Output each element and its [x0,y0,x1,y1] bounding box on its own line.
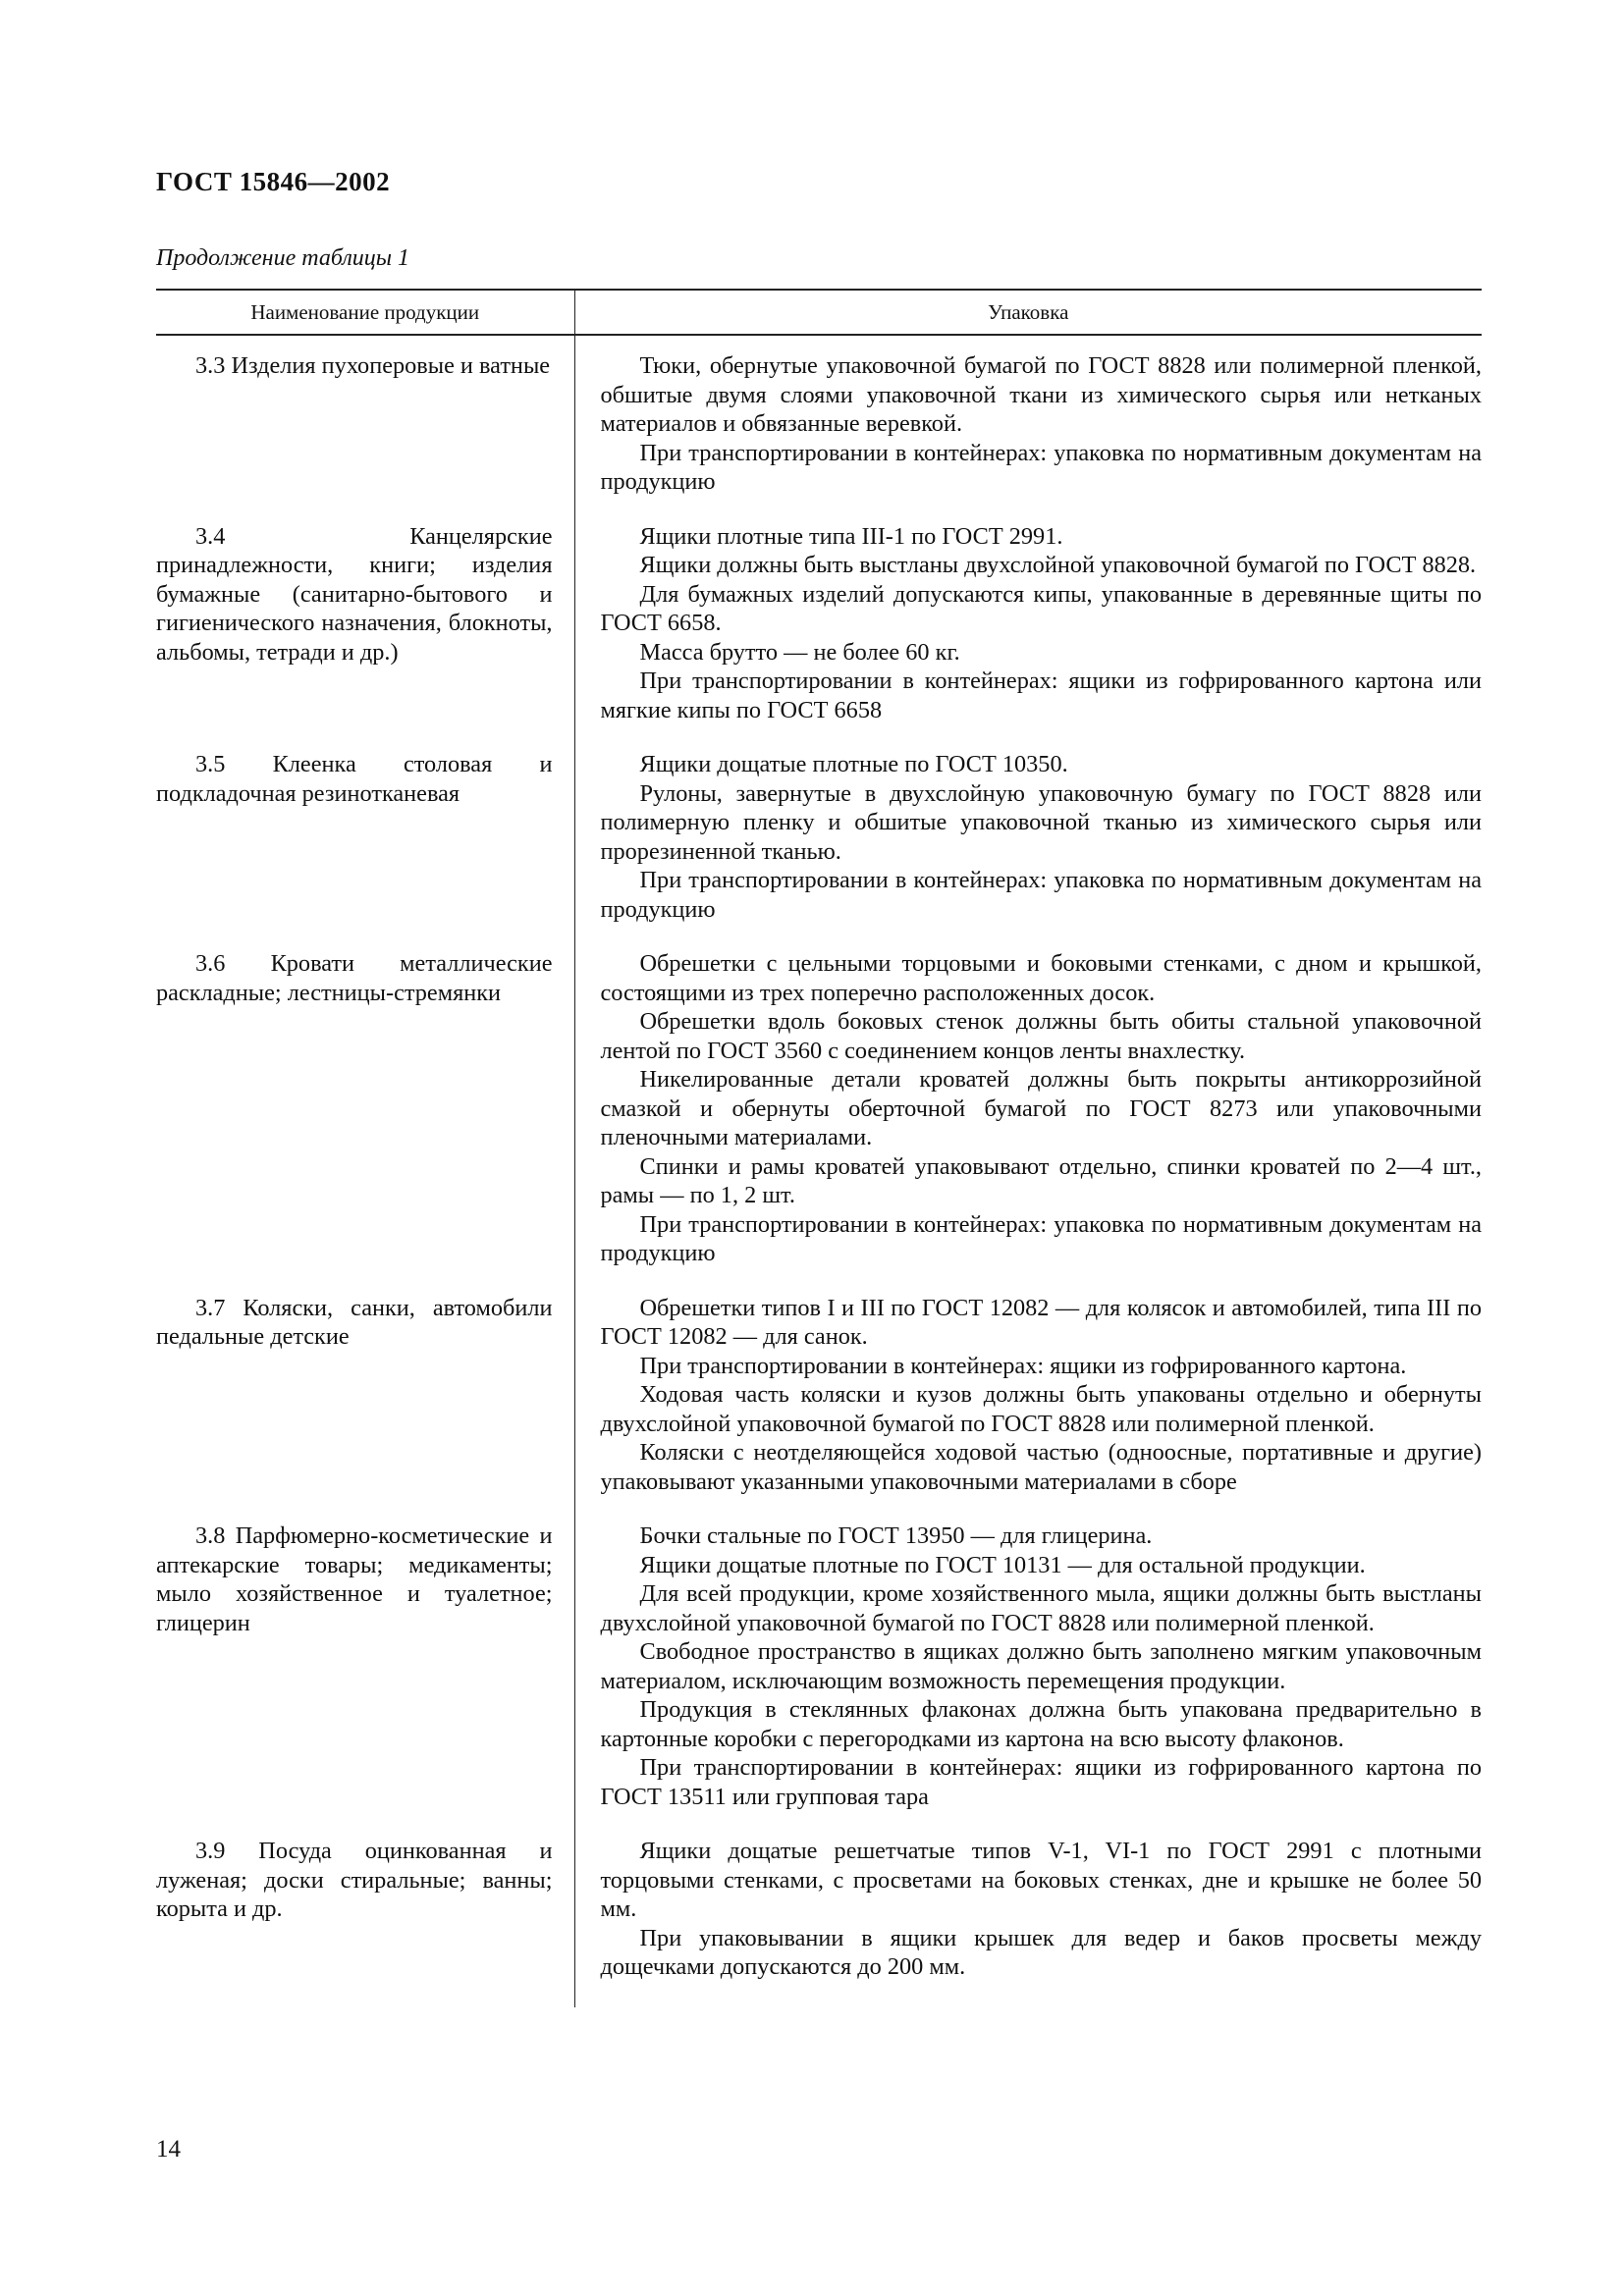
packaging-table-wrapper [156,289,1482,2007]
packaging-cell [574,750,1482,949]
table-row [156,1837,1482,2007]
table-row [156,1522,1482,1837]
product-name-cell: 3.3 Изделия пухоперовые и ватные [156,335,574,522]
packaging-paragraph: Обрешетки с цельными торцовыми и боковыми стенками, с дном и крышкой, состоящими из трех поперечно расположенных досок. [600,950,1482,1006]
packaging-paragraph: Ящики плотные типа III-1 по ГОСТ 2991. [639,522,1063,550]
packaging-paragraph: Ящики дощатые плотные по ГОСТ 10350. [639,751,1068,777]
packaging-paragraph: При транспортировании в контейнерах: упаковка по нормативным документам на продукцию [600,439,1482,495]
packaging-paragraph: Для бумажных изделий допускаются кипы, упакованные в деревянные щиты по ГОСТ 6658. [600,580,1482,636]
packaging-table [156,289,1482,2007]
packaging-paragraph: Продукция в стеклянных флаконах должна быть упакована предварительно в картонные коробки с перегородками из картона на всю высоту флаконов. [600,1696,1482,1752]
table-row [156,949,1482,1294]
table-row [156,522,1482,751]
table-caption: Продолжение таблицы 1 [156,245,410,271]
packaging-cell [574,1294,1482,1522]
packaging-paragraph: Масса брутто — не более 60 кг. [639,638,960,666]
packaging-paragraph: Бочки стальные по ГОСТ 13950 — для глицерина. [639,1522,1153,1549]
packaging-paragraph: Спинки и рамы кроватей упаковывают отдельно, спинки кроватей по 2—4 шт., рамы — по 1, 2 шт. [600,1152,1482,1208]
packaging-paragraph: Ходовая часть коляски и кузов должны быть упакованы отдельно и обернуты двухслойной упаковочной бумагой по ГОСТ 8828 или полимерной пленкой. [600,1381,1482,1437]
packaging-paragraph: Рулоны, завернутые в двухслойную упаковочную бумагу по ГОСТ 8828 или полимерную пленку и обшитые упаковочной тканью из химического сырья или прорезиненной тканью. [600,779,1482,865]
product-name-cell: 3.6 Кровати металлические раскладные; лестницы-стремянки [156,949,574,1294]
packaging-paragraph: Ящики должны быть выстланы двухслойной упаковочной бумагой по ГОСТ 8828. [639,552,1477,578]
table-body [156,335,1482,2007]
page-number: 14 [156,2136,181,2163]
column-header-product: Наименование продукции [156,290,574,335]
packaging-paragraph: При транспортировании в контейнерах: ящики из гофрированного картона. [639,1352,1407,1379]
packaging-paragraph: При транспортировании в контейнерах: упаковка по нормативным документам на продукцию [600,867,1482,923]
packaging-paragraph: Свободное пространство в ящиках должно быть заполнено мягким упаковочным материалом, исключающим возможность перемещения продукции. [600,1638,1482,1694]
packaging-paragraph: При транспортировании в контейнерах: ящики из гофрированного картона или мягкие кипы по ГОСТ 6658 [600,667,1482,723]
table-row [156,1294,1482,1522]
packaging-paragraph: Коляски с неотделяющейся ходовой частью (одноосные, портативные и другие) упаковывают указанными упаковочными материалами в сборе [600,1439,1482,1495]
table-row [156,750,1482,949]
product-name-cell: 3.5 Клеенка столовая и подкладочная резинотканевая [156,750,574,949]
packaging-paragraph: Тюки, обернутые упаковочной бумагой по ГОСТ 8828 или полимерной пленкой, обшитые двумя слоями упаковочной ткани из химического сырья или нетканых материалов и обвязанные веревкой. [600,352,1482,437]
packaging-paragraph: При транспортировании в контейнерах: упаковка по нормативным документам на продукцию [600,1210,1482,1266]
packaging-cell [574,1522,1482,1837]
packaging-paragraph: Никелированные детали кроватей должны быть покрыты антикоррозийной смазкой и обернуты оберточной бумагой по ГОСТ 8273 или упаковочными пленочными материалами. [600,1066,1482,1150]
packaging-cell [574,949,1482,1294]
table-row [156,335,1482,522]
packaging-paragraph: При транспортировании в контейнерах: ящики из гофрированного картона по ГОСТ 13511 или групповая тара [600,1754,1482,1810]
product-name-cell: 3.8 Парфюмерно-косметические и аптекарские товары; медикаменты; мыло хозяйственное и туалетное; глицерин [156,1522,574,1837]
document-title: ГОСТ 15846—2002 [156,167,391,196]
packaging-paragraph: При упаковывании в ящики крышек для ведер и баков просветы между дощечками допускаются до 200 мм. [600,1924,1482,1980]
packaging-cell [574,1837,1482,2007]
column-header-packaging: Упаковка [574,290,1482,335]
packaging-paragraph: Обрешетки вдоль боковых стенок должны быть обиты стальной упаковочной лентой по ГОСТ 3560 с соединением концов ленты внахлестку. [600,1008,1482,1064]
packaging-paragraph: Для всей продукции, кроме хозяйственного мыла, ящики должны быть выстланы двухслойной упаковочной бумагой по ГОСТ 8828 или полимерной пленкой. [600,1580,1482,1636]
packaging-cell [574,335,1482,522]
packaging-cell [574,522,1482,751]
product-name-cell: 3.9 Посуда оцинкованная и луженая; доски стиральные; ванны; корыта и др. [156,1837,574,2007]
packaging-paragraph: Ящики дощатые решетчатые типов V-1, VI-1 по ГОСТ 2991 с плотными торцовыми стенками, с просветами на боковых стенках, дне и крышке не более 50 мм. [600,1838,1482,1922]
product-name-cell: 3.7 Коляски, санки, автомобили педальные детские [156,1294,574,1522]
table-header [156,290,1482,335]
packaging-paragraph: Ящики дощатые плотные по ГОСТ 10131 — для остальной продукции. [639,1551,1366,1578]
packaging-paragraph: Обрешетки типов I и III по ГОСТ 12082 — для колясок и автомобилей, типа III по ГОСТ 12082 — для санок. [600,1294,1482,1350]
product-name-cell: 3.4 Канцелярские принадлежности, книги; изделия бумажные (санитарно-бытового и гигиенического назначения, блокноты, альбомы, тетради и др.) [156,522,574,751]
